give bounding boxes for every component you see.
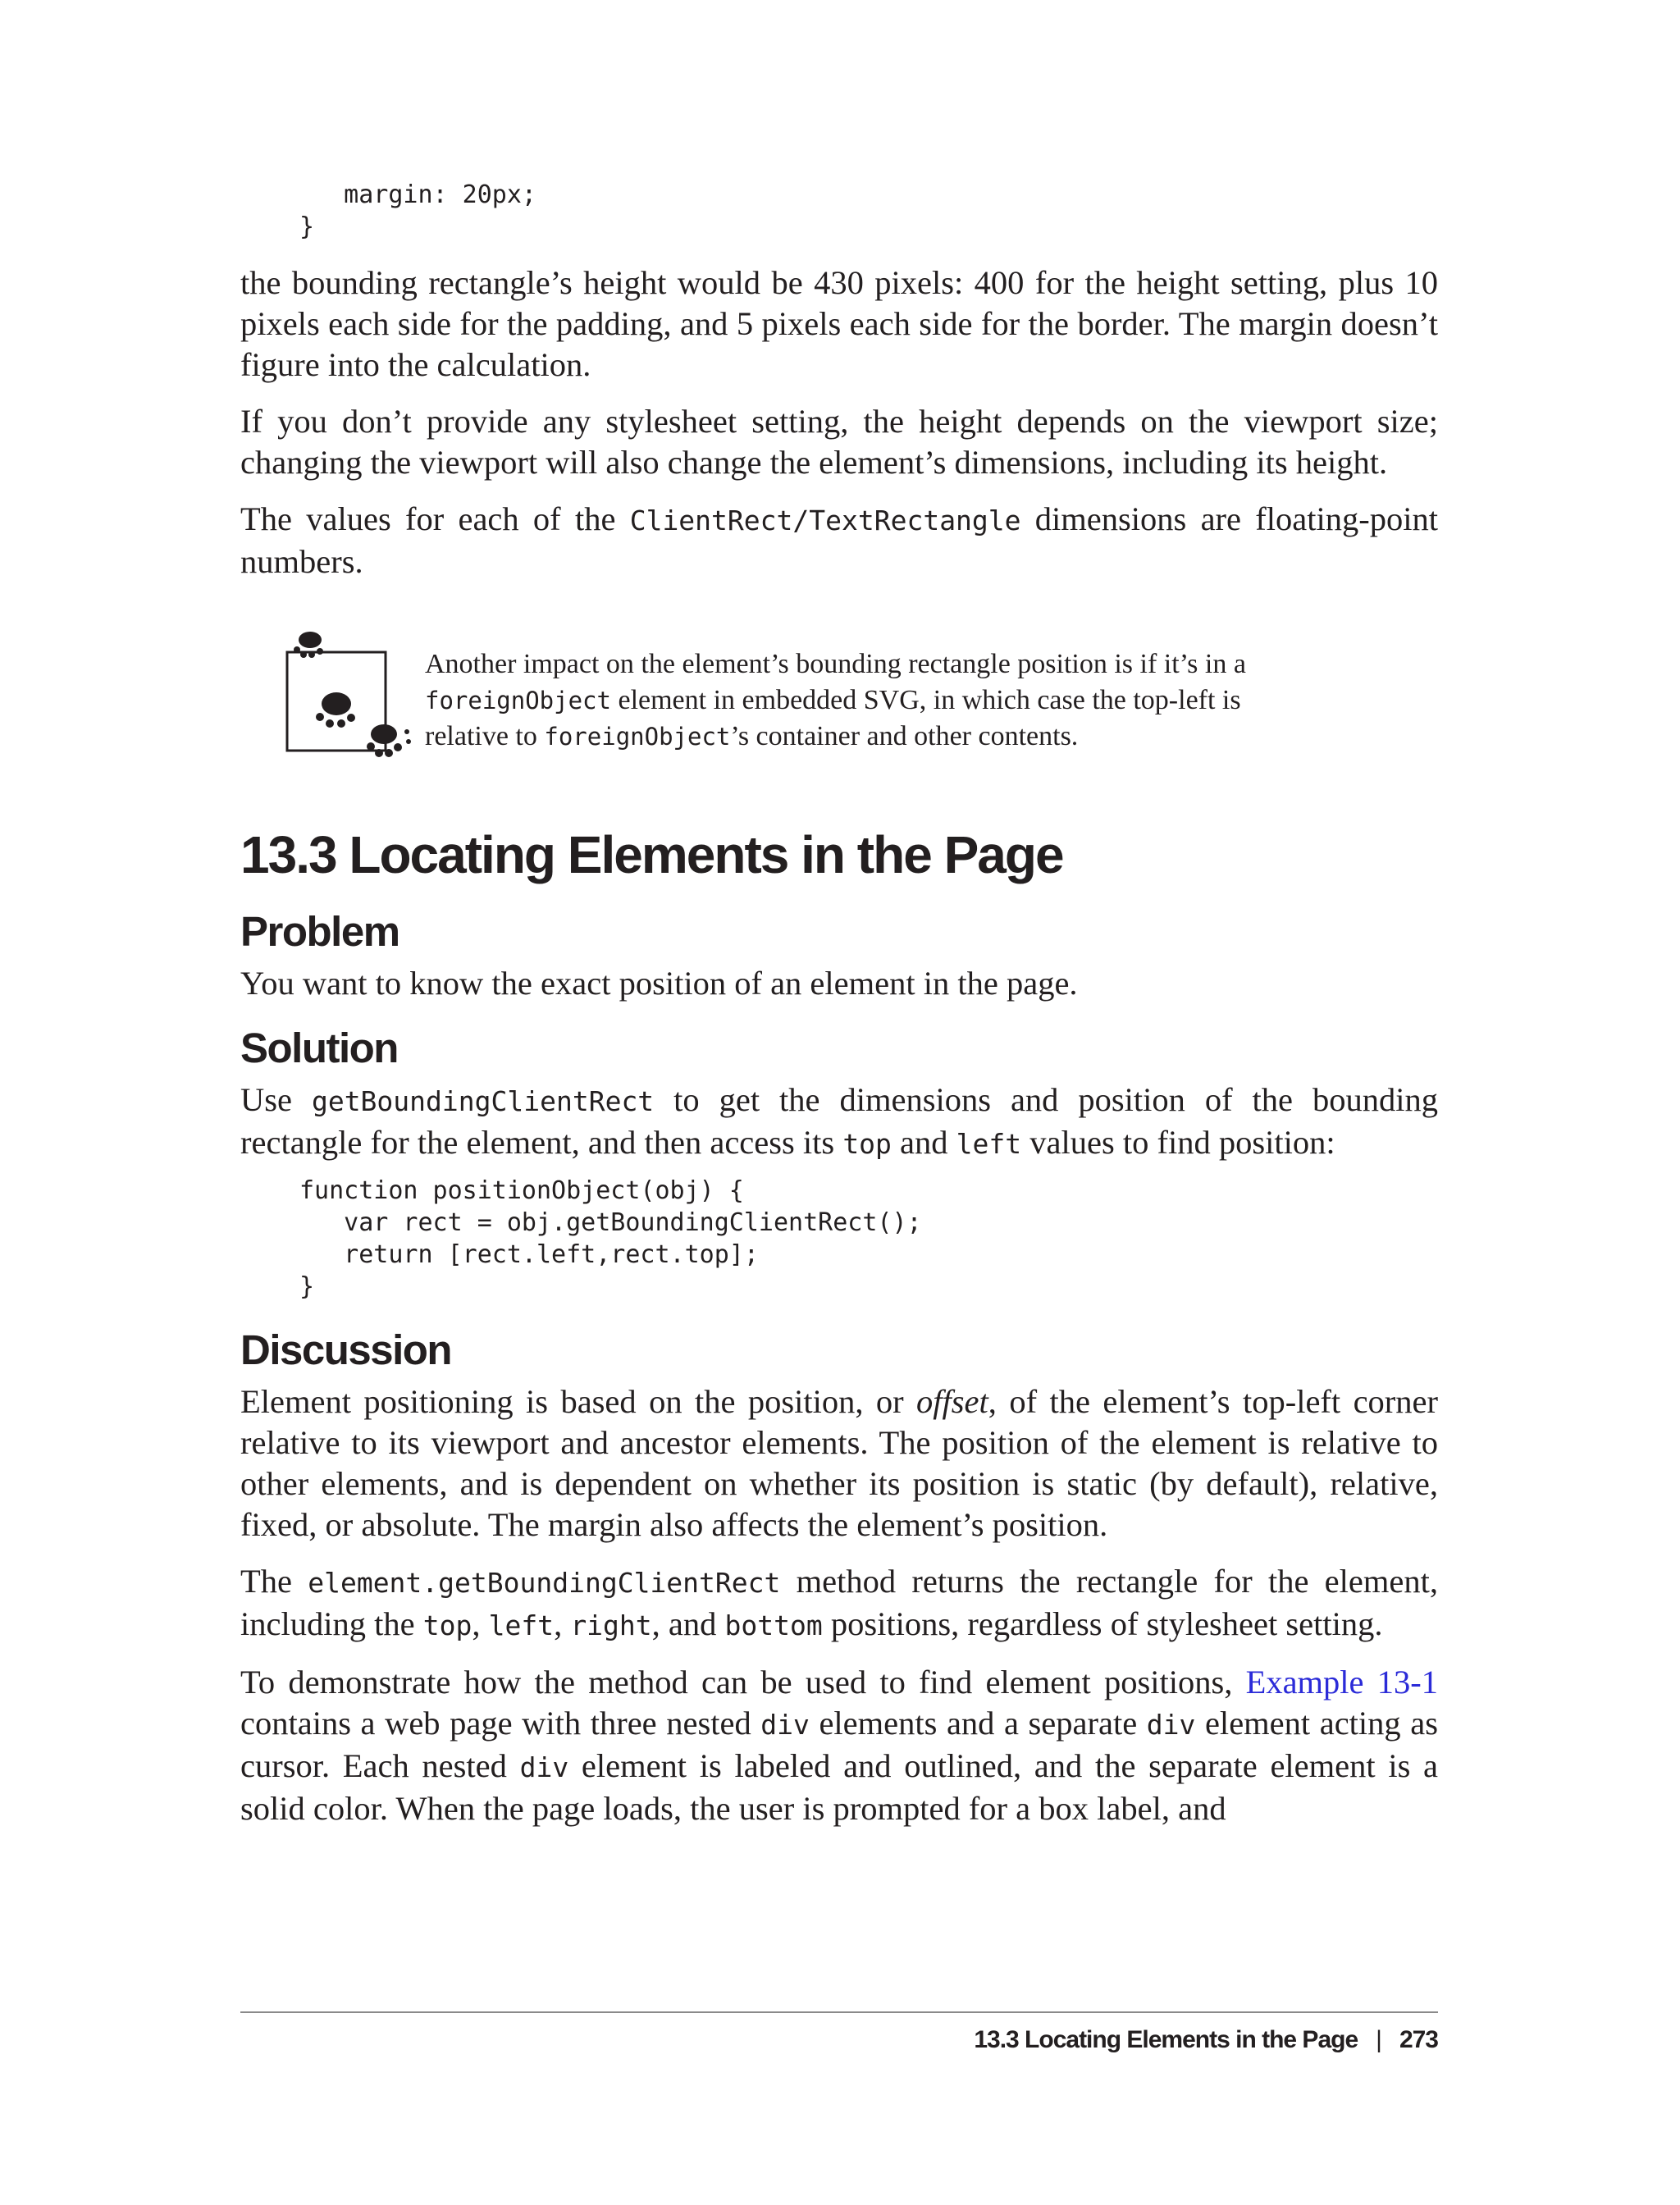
solution-code-block: function positionObject(obj) { var rect = obj.getBoundingClientRect(); return [rect.left,rect.top]; } xyxy=(299,1176,922,1301)
paragraph-floating-point: The values for each of the ClientRect/TextRectangle dimensions are floating-point numbers. xyxy=(240,500,1439,580)
paw-prints-icon xyxy=(285,623,417,771)
solution-heading: Solution xyxy=(240,1025,398,1071)
code-line: margin: 20px; xyxy=(299,180,536,209)
upper-text-block xyxy=(240,262,1438,582)
code-fragment-top xyxy=(299,179,536,243)
solution-text: Use getBoundingClientRect to get the dimensions and position of the bounding rectangle for the element, and then access its top and left values to find position: xyxy=(240,1081,1438,1161)
inline-code: foreignObject xyxy=(425,687,611,714)
page-number: 273 xyxy=(1399,2026,1438,2053)
problem-heading: Problem xyxy=(240,908,399,955)
discussion-heading: Discussion xyxy=(240,1326,452,1373)
inline-code: bottom xyxy=(724,1609,823,1641)
inline-code: left xyxy=(488,1609,555,1641)
inline-code: right xyxy=(570,1609,652,1641)
example-link[interactable]: Example 13-1 xyxy=(1245,1664,1438,1701)
footer-title: 13.3 Locating Elements in the Page xyxy=(974,2026,1358,2053)
inline-code: left xyxy=(956,1128,1022,1160)
footer-separator: | xyxy=(1376,2026,1381,2053)
discussion-paragraph-1: Element positioning is based on the position, or offset, of the element’s top-left corner relative to its viewport and ancestor elements. The position of the element is relative to other elements, and is dependent on whether its position is static (by default), relative, fixed, or absolute. The margin also affects the element’s position. xyxy=(240,1383,1438,1543)
note-callout xyxy=(285,623,1319,771)
note-text: Another impact on the element’s bounding rectangle position is if it’s in a foreignObject element in embedded SVG, in which case the top-left is relative to foreignObject’s container and other contents. xyxy=(425,649,1246,751)
inline-code: ClientRect/TextRectangle xyxy=(629,504,1021,536)
paragraph-bounding-height: the bounding rectangle’s height would be 430 pixels: 400 for the height setting, plus 10 pixels each side for the padding, and 5 pixels each side for the border. The margin doesn’t figure into the calculation. xyxy=(240,264,1438,383)
emphasis: offset xyxy=(916,1383,988,1420)
discussion-paragraph-3: To demonstrate how the method can be used to find element positions, Example 13-1 contains a web page with three nested div elements and a separate div element acting as cursor. Each nested div element is labeled and outlined, and the separate element is a solid color. When the page loads, the user is prompted for a box label, and xyxy=(240,1664,1438,1827)
paragraph-viewport: If you don’t provide any stylesheet setting, the height depends on the viewport size; changing the viewport will also change the element’s dimensions, including its height. xyxy=(240,403,1438,481)
inline-code: foreignObject xyxy=(544,723,731,751)
inline-code: div xyxy=(760,1709,810,1741)
code-line: } xyxy=(299,212,315,241)
inline-code: div xyxy=(519,1751,569,1783)
discussion-paragraph-2: The element.getBoundingClientRect method returns the rectangle for the element, including the top, left, right, and bottom positions, regardless of stylesheet setting. xyxy=(240,1563,1438,1642)
running-footer xyxy=(974,2026,1438,2054)
problem-text: You want to know the exact position of an element in the page. xyxy=(240,965,1078,1002)
inline-code: top xyxy=(422,1609,472,1641)
section-block xyxy=(240,822,1438,1829)
inline-code: top xyxy=(842,1128,892,1160)
inline-code: getBoundingClientRect xyxy=(311,1085,655,1117)
section-title: 13.3 Locating Elements in the Page xyxy=(240,825,1063,884)
footer-rule xyxy=(240,2011,1438,2013)
inline-code: div xyxy=(1146,1709,1196,1741)
inline-code: element.getBoundingClientRect xyxy=(308,1567,781,1599)
